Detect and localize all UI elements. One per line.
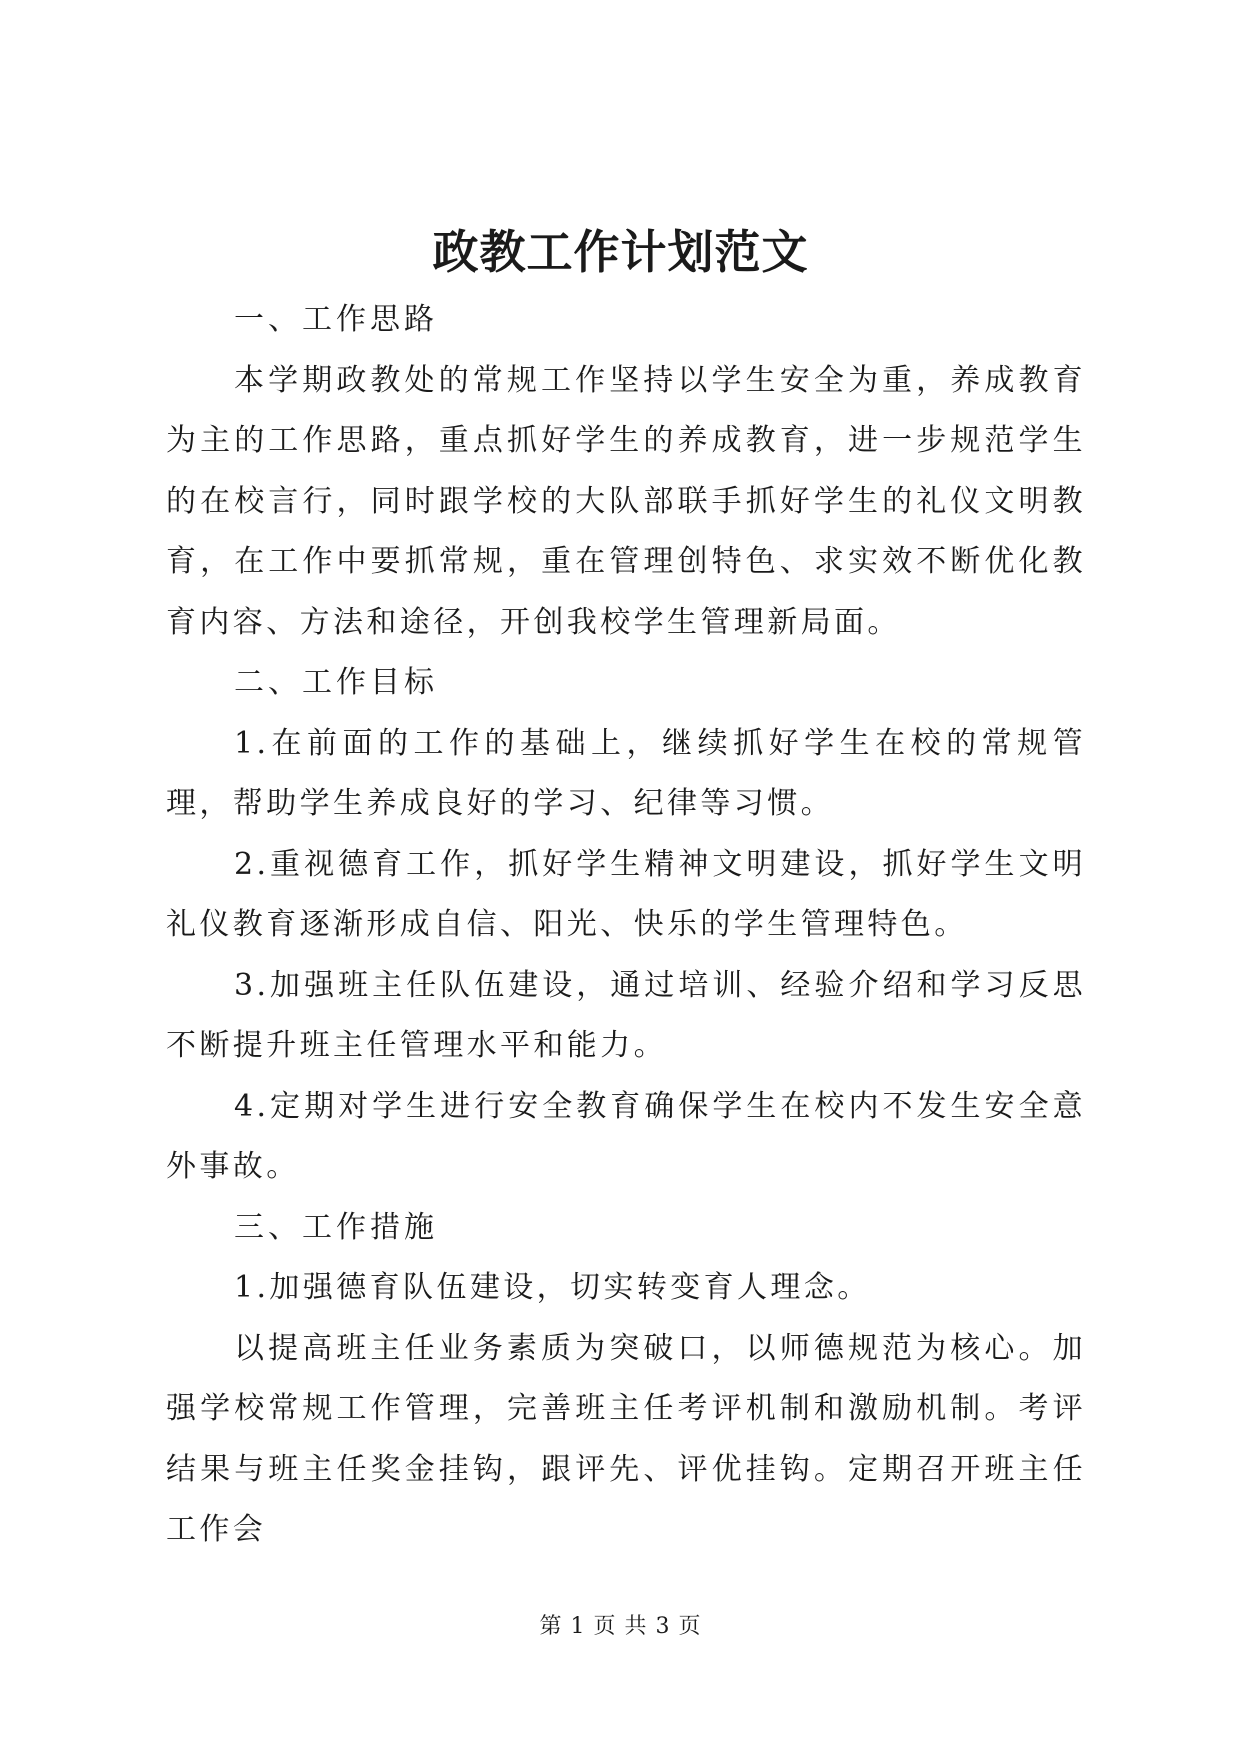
section-heading-1: 一、工作思路 [234, 302, 438, 337]
page-footer: 第 1 页 共 3 页 [539, 1614, 702, 1639]
document-body [166, 290, 1086, 1561]
paragraph-measure-detail: 以提高班主任业务素质为突破口，以师德规范为核心。加强学校常规工作管理，完善班主任考评机制和激励机制。考评结果与班主任奖金挂钩，跟评先、评优挂钩。定期召开班主任工作会 [166, 1330, 1086, 1547]
section-heading-3: 三、工作措施 [234, 1209, 438, 1245]
section-heading-2: 二、工作目标 [234, 665, 438, 700]
paragraph-work-ideas: 本学期政教处的常规工作坚持以学生安全为重，养成教育为主的工作思路，重点抓好学生的养成教育，进一步规范学生的在校言行，同时跟学校的大队部联手抓好学生的礼仪文明教育，在工作中要抓常规，重在管理创特色、求实效不断优化教育内容、方法和途径，开创我校学生管理新局面。 [166, 362, 1086, 640]
measure-item-1: 1.加强德育队伍建设，切实转变育人理念。 [234, 1270, 871, 1305]
goal-item-3: 3.加强班主任队伍建设，通过培训、经验介绍和学习反思不断提升班主任管理水平和能力。 [166, 967, 1086, 1063]
goal-item-2: 2.重视德育工作，抓好学生精神文明建设，抓好学生文明礼仪教育逐渐形成自信、阳光、快乐的学生管理特色。 [166, 846, 1086, 942]
goal-item-4: 4.定期对学生进行安全教育确保学生在校内不发生安全意外事故。 [166, 1088, 1086, 1184]
goal-item-1: 1.在前面的工作的基础上，继续抓好学生在校的常规管理，帮助学生养成良好的学习、纪律等习惯。 [166, 725, 1086, 821]
document-title: 政教工作计划范文 [432, 225, 809, 279]
